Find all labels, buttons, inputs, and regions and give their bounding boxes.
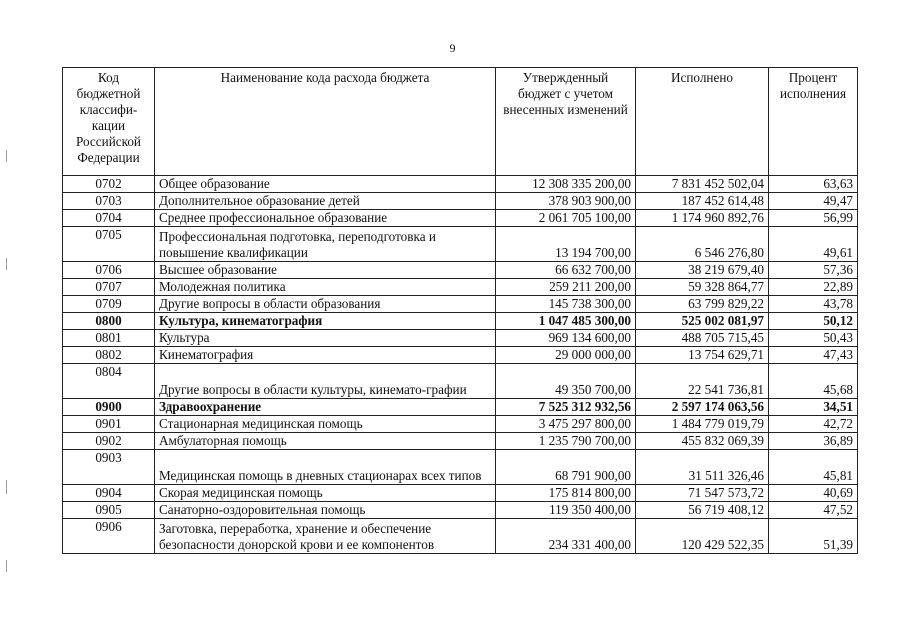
table-row [63, 433, 858, 450]
cell-name: Среднее профессиональное образование [155, 210, 496, 227]
table-row [63, 262, 858, 279]
scan-edge-mark [6, 480, 7, 494]
cell-approved: 7 525 312 932,56 [496, 399, 636, 416]
budget-table [62, 67, 858, 554]
cell-name: Высшее образование [155, 262, 496, 279]
cell-name: Скорая медицинская помощь [155, 485, 496, 502]
table-row [63, 330, 858, 347]
cell-code: 0903 [63, 450, 155, 485]
cell-executed: 187 452 614,48 [636, 193, 769, 210]
cell-approved: 175 814 800,00 [496, 485, 636, 502]
cell-code: 0904 [63, 485, 155, 502]
cell-name: Другие вопросы в области образования [155, 296, 496, 313]
scan-edge-mark [6, 258, 7, 270]
cell-percent: 63,63 [769, 176, 858, 193]
cell-approved: 234 331 400,00 [496, 519, 636, 554]
cell-approved: 68 791 900,00 [496, 450, 636, 485]
cell-percent: 56,99 [769, 210, 858, 227]
cell-code: 0702 [63, 176, 155, 193]
header-executed: Исполнено [636, 68, 769, 176]
cell-name: Амбулаторная помощь [155, 433, 496, 450]
cell-code: 0901 [63, 416, 155, 433]
cell-name: Общее образование [155, 176, 496, 193]
cell-percent: 49,47 [769, 193, 858, 210]
cell-percent: 40,69 [769, 485, 858, 502]
page-number: 9 [449, 41, 456, 55]
cell-approved: 29 000 000,00 [496, 347, 636, 364]
cell-percent: 34,51 [769, 399, 858, 416]
cell-name: Стационарная медицинская помощь [155, 416, 496, 433]
table-row [63, 399, 858, 416]
table-row [63, 313, 858, 330]
table-row [63, 210, 858, 227]
cell-executed: 22 541 736,81 [636, 364, 769, 399]
cell-percent: 47,43 [769, 347, 858, 364]
cell-code: 0802 [63, 347, 155, 364]
cell-approved: 66 632 700,00 [496, 262, 636, 279]
cell-executed: 488 705 715,45 [636, 330, 769, 347]
cell-percent: 43,78 [769, 296, 858, 313]
cell-name: Дополнительное образование детей [155, 193, 496, 210]
cell-code: 0707 [63, 279, 155, 296]
scan-edge-mark [6, 150, 7, 162]
cell-code: 0906 [63, 519, 155, 554]
table-row [63, 296, 858, 313]
cell-code: 0900 [63, 399, 155, 416]
cell-code: 0905 [63, 502, 155, 519]
cell-executed: 525 002 081,97 [636, 313, 769, 330]
cell-percent: 22,89 [769, 279, 858, 296]
header-name: Наименование кода расхода бюджета [155, 68, 496, 176]
cell-name: Санаторно-оздоровительная помощь [155, 502, 496, 519]
cell-name: Культура [155, 330, 496, 347]
cell-executed: 120 429 522,35 [636, 519, 769, 554]
cell-executed: 31 511 326,46 [636, 450, 769, 485]
cell-approved: 259 211 200,00 [496, 279, 636, 296]
cell-executed: 2 597 174 063,56 [636, 399, 769, 416]
cell-approved: 145 738 300,00 [496, 296, 636, 313]
table-row [63, 227, 858, 262]
cell-code: 0709 [63, 296, 155, 313]
table-row [63, 416, 858, 433]
cell-percent: 57,36 [769, 262, 858, 279]
cell-executed: 71 547 573,72 [636, 485, 769, 502]
cell-approved: 2 061 705 100,00 [496, 210, 636, 227]
cell-code: 0804 [63, 364, 155, 399]
cell-percent: 51,39 [769, 519, 858, 554]
cell-approved: 12 308 335 200,00 [496, 176, 636, 193]
cell-executed: 7 831 452 502,04 [636, 176, 769, 193]
table-header-row [63, 68, 858, 176]
cell-name: Здравоохранение [155, 399, 496, 416]
cell-percent: 45,68 [769, 364, 858, 399]
cell-approved: 378 903 900,00 [496, 193, 636, 210]
cell-approved: 119 350 400,00 [496, 502, 636, 519]
cell-code: 0703 [63, 193, 155, 210]
table-row [63, 485, 858, 502]
cell-name: Другие вопросы в области культуры, кинемато-графии [155, 364, 496, 399]
table-row [63, 176, 858, 193]
table-row [63, 279, 858, 296]
cell-approved: 49 350 700,00 [496, 364, 636, 399]
cell-code: 0800 [63, 313, 155, 330]
cell-approved: 3 475 297 800,00 [496, 416, 636, 433]
cell-approved: 13 194 700,00 [496, 227, 636, 262]
cell-percent: 49,61 [769, 227, 858, 262]
cell-executed: 455 832 069,39 [636, 433, 769, 450]
cell-percent: 42,72 [769, 416, 858, 433]
cell-executed: 59 328 864,77 [636, 279, 769, 296]
cell-percent: 36,89 [769, 433, 858, 450]
cell-executed: 1 484 779 019,79 [636, 416, 769, 433]
scan-edge-mark [6, 560, 7, 572]
cell-name: Культура, кинематография [155, 313, 496, 330]
cell-executed: 6 546 276,80 [636, 227, 769, 262]
header-percent: Процент исполнения [769, 68, 858, 176]
cell-code: 0705 [63, 227, 155, 262]
cell-percent: 50,12 [769, 313, 858, 330]
table-body [63, 176, 858, 554]
cell-name: Заготовка, переработка, хранение и обеспечение безопасности донорской крови и ее компонентов [155, 519, 496, 554]
cell-executed: 13 754 629,71 [636, 347, 769, 364]
cell-approved: 969 134 600,00 [496, 330, 636, 347]
cell-code: 0902 [63, 433, 155, 450]
cell-executed: 38 219 679,40 [636, 262, 769, 279]
cell-name: Кинематография [155, 347, 496, 364]
table-row [63, 193, 858, 210]
header-approved-budget: Утвержденный бюджет с учетом внесенных изменений [496, 68, 636, 176]
table-row [63, 502, 858, 519]
table-row [63, 450, 858, 485]
cell-percent: 50,43 [769, 330, 858, 347]
cell-executed: 1 174 960 892,76 [636, 210, 769, 227]
cell-approved: 1 235 790 700,00 [496, 433, 636, 450]
cell-executed: 56 719 408,12 [636, 502, 769, 519]
cell-approved: 1 047 485 300,00 [496, 313, 636, 330]
cell-name: Профессиональная подготовка, переподготовка и повышение квалификации [155, 227, 496, 262]
cell-code: 0706 [63, 262, 155, 279]
cell-percent: 47,52 [769, 502, 858, 519]
table-row [63, 364, 858, 399]
cell-code: 0704 [63, 210, 155, 227]
header-code: Код бюджетной классифи-кации Российской Федерации [63, 68, 155, 176]
table-row [63, 519, 858, 554]
cell-name: Молодежная политика [155, 279, 496, 296]
cell-code: 0801 [63, 330, 155, 347]
cell-executed: 63 799 829,22 [636, 296, 769, 313]
cell-name: Медицинская помощь в дневных стационарах всех типов [155, 450, 496, 485]
cell-percent: 45,81 [769, 450, 858, 485]
table-row [63, 347, 858, 364]
